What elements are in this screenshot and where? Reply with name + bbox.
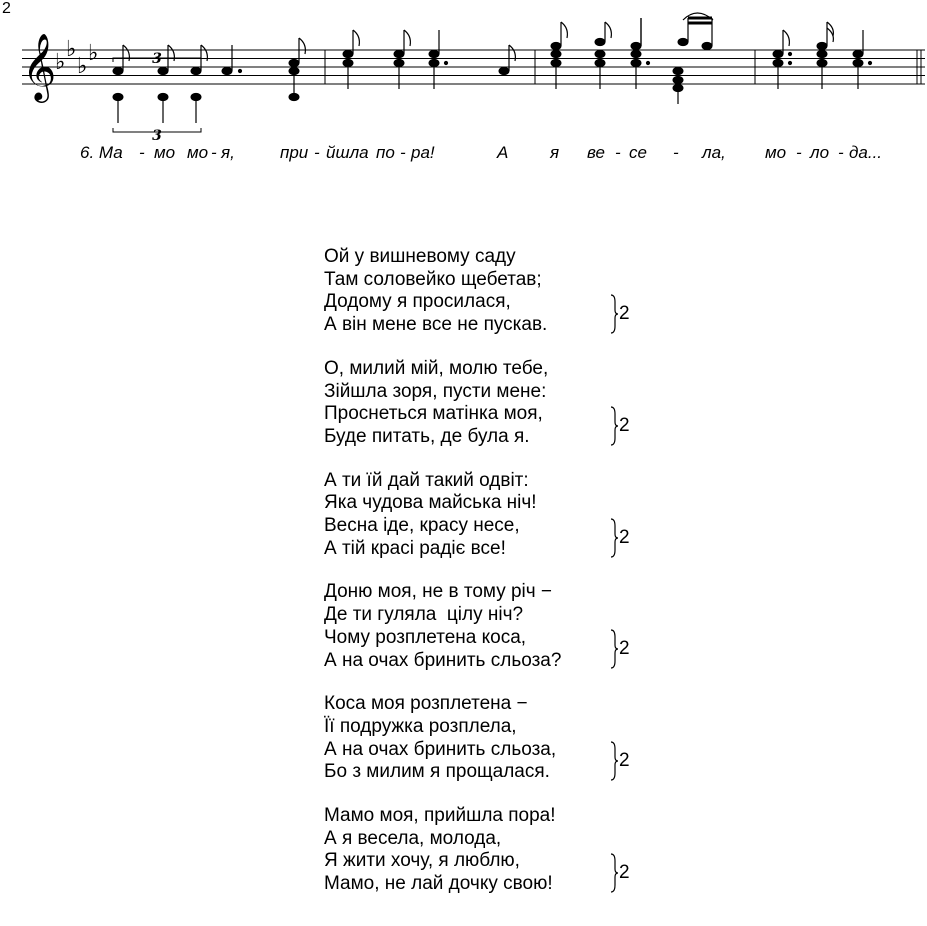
lyric-syllable: - xyxy=(838,143,844,162)
note-head xyxy=(499,67,509,74)
note-head xyxy=(551,50,561,57)
repeat-marker xyxy=(610,294,630,334)
verse-line: А на очах бринить сльоза? xyxy=(324,649,562,671)
lyric-syllable: А xyxy=(497,143,509,162)
note-head xyxy=(673,84,683,91)
verse-line: Буде питать, де була я. xyxy=(324,425,530,447)
verse-line: Бо з милим я прощалася. xyxy=(324,761,550,783)
verse-line: Весна іде, красу несе, xyxy=(324,515,520,537)
verse-line: Мамо моя, прийшла пора! xyxy=(324,805,556,827)
verse-5 xyxy=(324,693,630,784)
lyric-syllable: - xyxy=(615,143,621,162)
repeat-count: 2 xyxy=(619,414,630,436)
note-head xyxy=(595,50,605,57)
repeat-marker xyxy=(610,629,630,669)
lyric-syllable: я, xyxy=(221,143,235,162)
page-number: 2 xyxy=(2,0,11,17)
verse-line: А ти їй дай такий одвіт: xyxy=(324,469,529,491)
verse-line: Коса моя розплетена − xyxy=(324,693,528,715)
note-head xyxy=(289,93,299,100)
note-head xyxy=(678,38,688,45)
verses xyxy=(324,246,630,917)
lyric-syllable: ве xyxy=(587,143,605,162)
repeat-count: 2 xyxy=(619,526,630,548)
note-head xyxy=(289,59,299,66)
lyric-syllable: - xyxy=(314,143,320,162)
note-head xyxy=(817,50,827,57)
brace-icon xyxy=(610,294,618,334)
lyric-syllable: мо xyxy=(765,143,787,162)
lyric-syllable: - xyxy=(796,143,802,162)
repeat-marker xyxy=(610,853,630,893)
verse-line: Її подружка розплела, xyxy=(324,715,517,737)
lyric-syllable: - xyxy=(139,143,145,162)
verse-line: Там соловейко щебетав; xyxy=(324,268,542,290)
note-head xyxy=(343,50,353,57)
verse-line: О, милий мій, молю тебе, xyxy=(324,357,549,379)
music-staff xyxy=(0,0,927,140)
brace-icon xyxy=(610,853,618,893)
note-head xyxy=(673,67,683,74)
lyric-syllable: мо xyxy=(187,143,209,162)
repeat-count: 2 xyxy=(619,750,630,772)
verse-line: Проснеться матінка моя, xyxy=(324,403,543,425)
note-head xyxy=(191,67,201,74)
note-head xyxy=(551,42,561,49)
lyric-syllable: 6. Ма xyxy=(80,143,123,162)
verse-line: А він мене все не пускав. xyxy=(324,314,548,336)
verse-line: А на очах бринить сльоза, xyxy=(324,738,557,760)
verse-line: Чому розплетена коса, xyxy=(324,626,527,648)
repeat-marker xyxy=(610,741,630,781)
lyric-syllable: ра! xyxy=(411,143,435,162)
brace-icon xyxy=(610,629,618,669)
verse-line: Зійшла зоря, пусти мене: xyxy=(324,380,547,402)
note-head xyxy=(773,50,783,57)
lyric-syllable: - xyxy=(400,143,406,162)
note-head xyxy=(394,50,404,57)
note-head xyxy=(702,42,712,49)
repeat-marker xyxy=(610,518,630,558)
lyric-syllable: по xyxy=(376,143,395,162)
verse-line: Я жити хочу, я люблю, xyxy=(324,850,520,872)
verse-line: Ой у вишневому саду xyxy=(324,246,516,267)
lyric-syllable: йшла xyxy=(326,143,369,162)
repeat-marker xyxy=(610,406,630,446)
lyric-syllable: - xyxy=(211,143,217,162)
verse-line: Яка чудова майська ніч! xyxy=(324,492,537,514)
lyric-syllable: мо xyxy=(154,143,176,162)
flat-icon: ♭ xyxy=(77,54,88,79)
flat-icon: ♭ xyxy=(88,41,99,66)
note-head xyxy=(817,42,827,49)
repeat-count: 2 xyxy=(619,862,630,884)
notes xyxy=(113,13,872,123)
lyric-syllable: ло xyxy=(810,143,830,162)
note-head xyxy=(631,42,641,49)
note-head xyxy=(158,67,168,74)
lyric-syllable: при xyxy=(280,143,309,162)
lyric-syllable: се xyxy=(629,143,647,162)
flat-icon: ♭ xyxy=(55,50,66,75)
lyric-syllable: - xyxy=(673,143,679,162)
flat-icon: ♭ xyxy=(66,37,77,62)
tuplet-number-bottom: 3 xyxy=(152,128,162,140)
note-head xyxy=(429,50,439,57)
lyric-syllable: ла, xyxy=(702,143,726,162)
verse-line: Доню моя, не в тому річ − xyxy=(324,581,553,603)
lyric-syllable: я xyxy=(550,143,560,162)
verse-6 xyxy=(324,805,630,896)
repeat-count: 2 xyxy=(619,303,630,324)
repeat-count: 2 xyxy=(619,638,630,660)
verse-line: А я весела, молода, xyxy=(324,827,502,849)
verse-1 xyxy=(324,246,630,337)
brace-icon xyxy=(610,518,618,558)
note-head xyxy=(113,67,123,74)
brace-icon xyxy=(610,741,618,781)
note-head xyxy=(595,38,605,45)
verse-4 xyxy=(324,581,630,672)
tuplet-number-top: 3 xyxy=(152,51,162,67)
verse-line: Мамо, не лай дочку свою! xyxy=(324,873,553,895)
verse-line: А тій красі радіє все! xyxy=(324,537,506,559)
verse-2 xyxy=(324,357,630,449)
verse-line: Де ти гуляла цілу ніч? xyxy=(324,604,524,626)
brace-icon xyxy=(610,406,618,446)
note-head xyxy=(222,67,232,74)
note-head xyxy=(853,50,863,57)
key-signature xyxy=(55,37,98,79)
note-head xyxy=(631,50,641,57)
verse-3 xyxy=(324,469,630,561)
lyric-syllable: да... xyxy=(849,143,883,162)
treble-clef-icon: 𝄞 xyxy=(22,32,57,100)
verse-line: Додому я просилася, xyxy=(324,291,511,313)
